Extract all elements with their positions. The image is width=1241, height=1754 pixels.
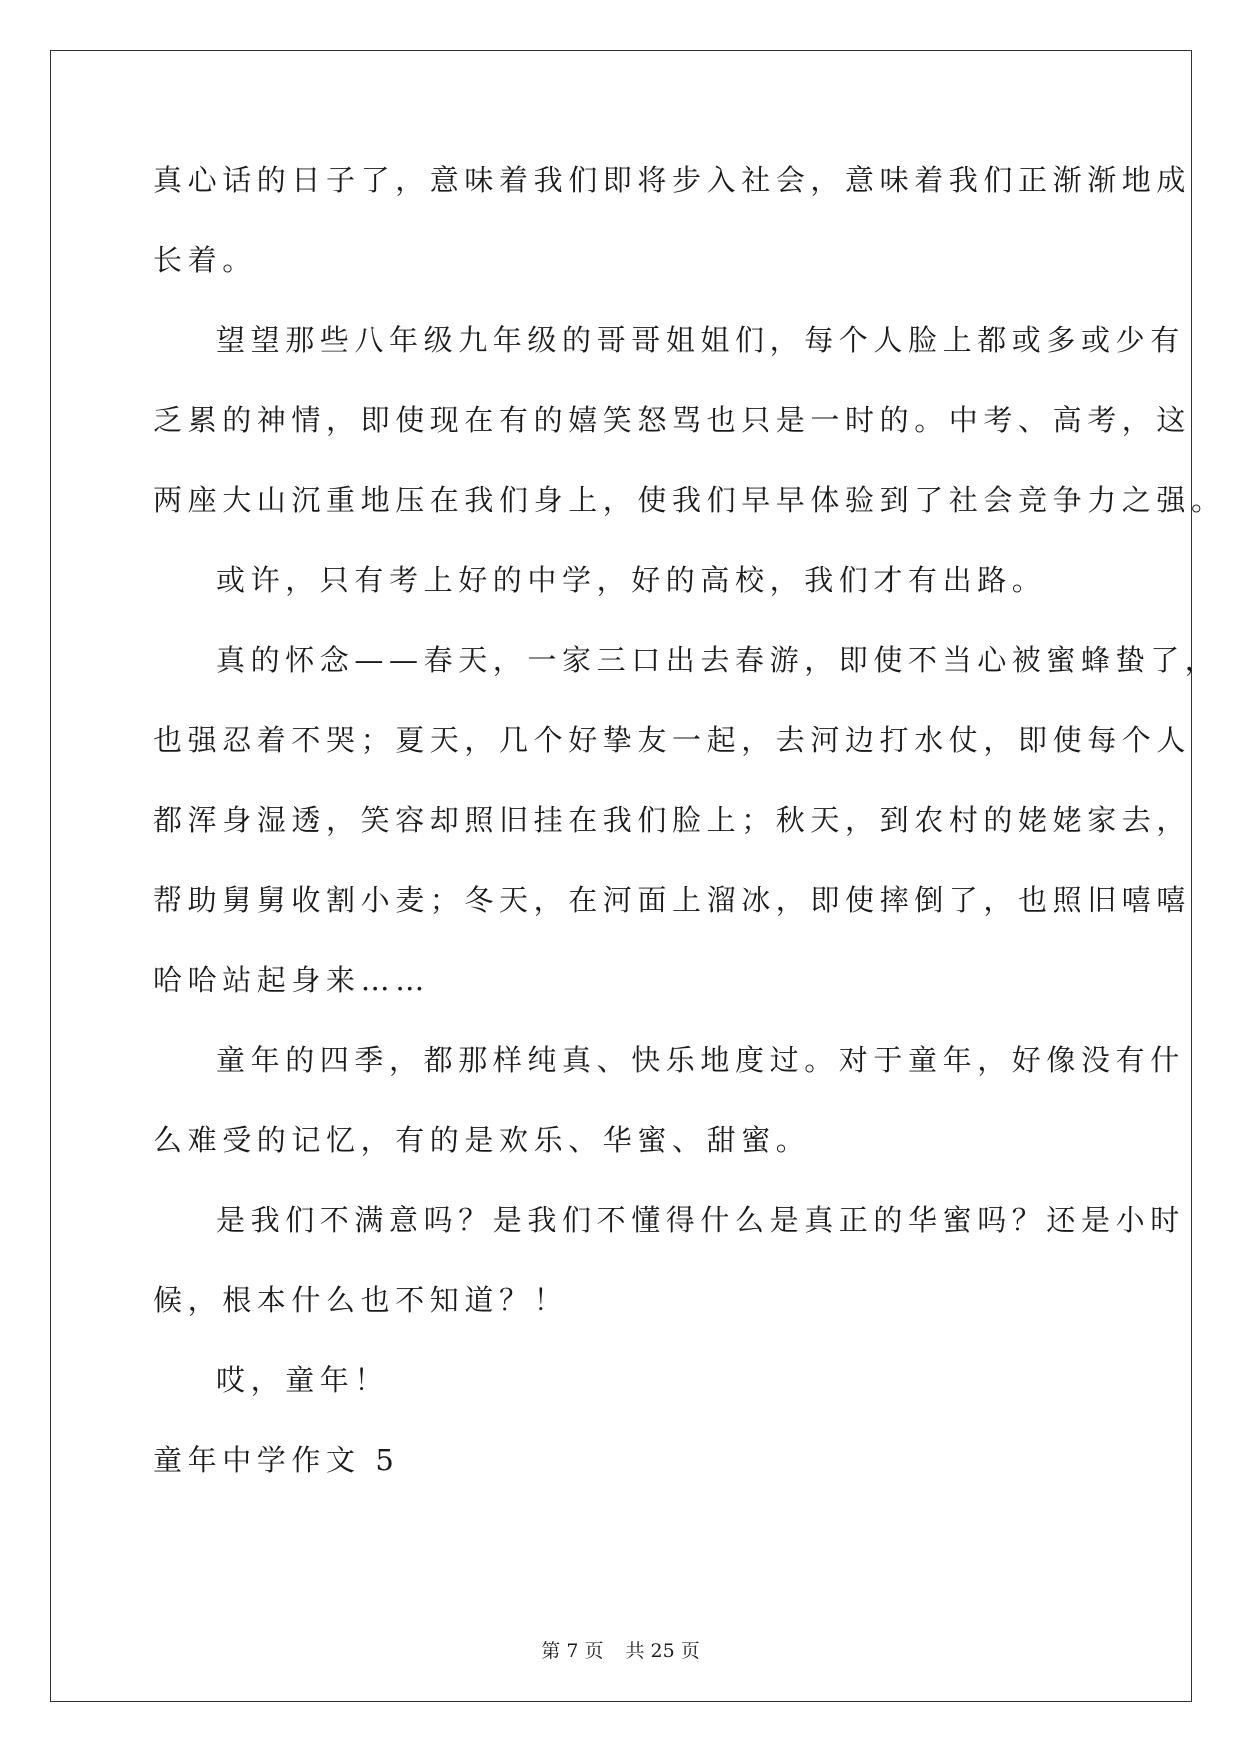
text-line: 帮助舅舅收割小麦；冬天，在河面上溜冰，即使摔倒了，也照旧嘻嘻 (153, 883, 1192, 917)
page-total: 共 25 页 (625, 1640, 700, 1662)
page-footer (0, 1636, 1241, 1663)
text-line: 童年的四季，都那样纯真、快乐地度过。对于童年，好像没有什 (216, 1043, 1185, 1077)
document-body (153, 160, 1226, 1480)
text-line: 哎，童年！ (216, 1363, 390, 1397)
text-line: 真心话的日子了，意味着我们即将步入社会，意味着我们正渐渐地成 (153, 163, 1192, 197)
text-line: 候，根本什么也不知道？！ (153, 1283, 569, 1317)
text-line: 也强忍着不哭；夏天，几个好挚友一起，去河边打水仗，即使每个人 (153, 723, 1192, 757)
text-line: 乏累的神情，即使现在有的嬉笑怒骂也只是一时的。中考、高考，这 (153, 403, 1192, 437)
text-line: 长着。 (153, 243, 257, 277)
text-line: 真的怀念——春天，一家三口出去春游，即使不当心被蜜蜂蛰了， (216, 643, 1220, 677)
text-line: 都浑身湿透，笑容却照旧挂在我们脸上；秋天，到农村的姥姥家去， (153, 803, 1192, 837)
text-line: 两座大山沉重地压在我们身上，使我们早早体验到了社会竞争力之强。 (153, 483, 1226, 517)
text-line: 么难受的记忆，有的是欢乐、华蜜、甜蜜。 (153, 1123, 811, 1157)
section-heading: 童年中学作文 5 (153, 1443, 400, 1477)
text-line: 是我们不满意吗？是我们不懂得什么是真正的华蜜吗？还是小时 (216, 1203, 1185, 1237)
text-line: 望望那些八年级九年级的哥哥姐姐们，每个人脸上都或多或少有 (216, 323, 1185, 357)
page-number: 第 7 页 (541, 1640, 604, 1662)
text-line: 或许，只有考上好的中学，好的高校，我们才有出路。 (216, 563, 1047, 597)
text-line: 哈哈站起身来…… (153, 963, 430, 997)
